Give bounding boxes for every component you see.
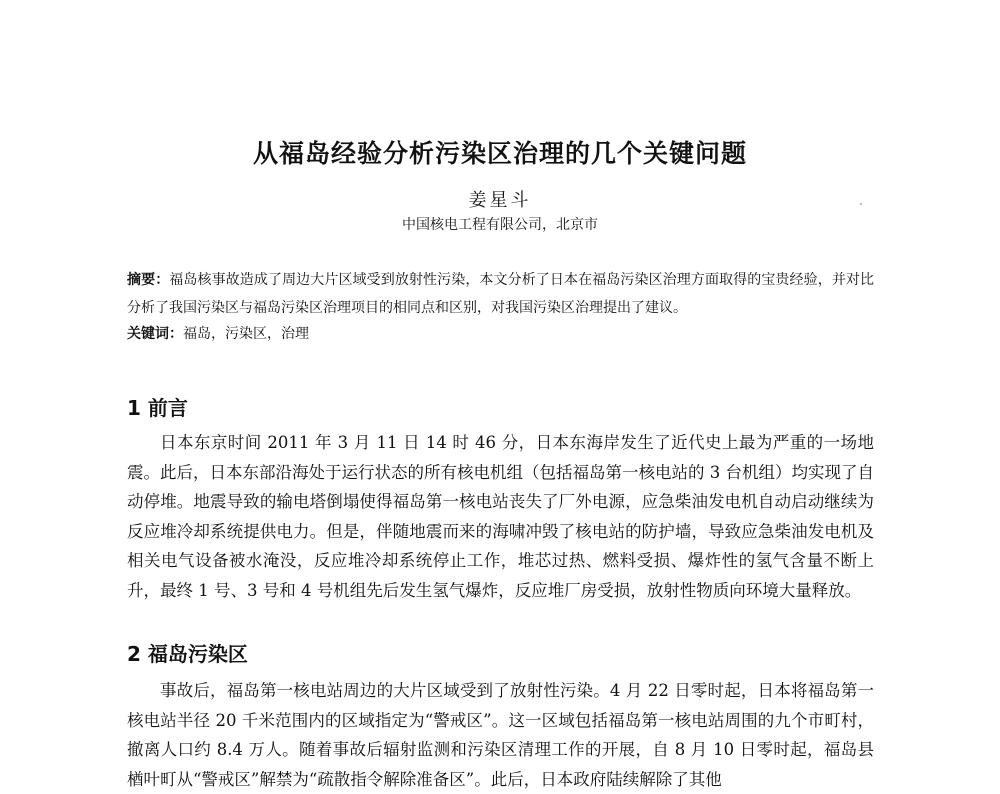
abstract [127,266,874,322]
author-affiliation: 中国核电工程有限公司，北京市 [402,217,598,233]
author-name: 姜星斗 [468,190,532,211]
keywords-text: 福岛，污染区，治理 [183,326,309,342]
section-2-heading: 2 福岛污染区 [127,642,248,666]
scan-speck [860,203,862,205]
abstract-label: 摘要： [127,272,170,288]
section-1-paragraph: 日本东京时间 2011 年 3 月 11 日 14 时 46 分，日本东海岸发生了近代史上最为严重的一场地震。此后，日本东部沿海处于运行状态的所有核电机组（包括福岛第一核电站的 3 台机组）均实现了自动停堆。地震导致的输电塔倒塌使得福岛第一核电站丧失了厂外电源，应急柴油发电机自动启动继续为反应堆冷却系统提供电力。但是，伴随地震而来的海啸冲毁了核电站的防护墙，导致应急柴油发电机及相关电气设备被水淹没，反应堆冷却系统停止工作，堆芯过热、燃料受损、爆炸性的氢气含量不断上升，最终 1 号、3 号和 4 号机组先后发生氢气爆炸，反应堆厂房受损，放射性物质向环境大量释放。 [127,433,874,600]
section-1-heading: 1 前言 [127,396,188,420]
section-2-paragraph: 事故后，福岛第一核电站周边的大片区域受到了放射性污染。4 月 22 日零时起，日本将福岛第一核电站半径 20 千米范围内的区域指定为“警戒区”。这一区域包括福岛第一核电站周围的九个市町村，撤离人口约 8.4 万人。随着事故后辐射监测和污染区清理工作的开展，自 8 月 10 日零时起，福岛县楢叶町从“警戒区”解禁为“疏散指令解除准备区”。此后，日本政府陆续解除了其他 [127,681,874,789]
abstract-text: 福岛核事故造成了周边大片区域受到放射性污染，本文分析了日本在福岛污染区治理方面取得的宝贵经验，并对比分析了我国污染区与福岛污染区治理项目的相同点和区别，对我国污染区治理提出了建议。 [127,272,875,316]
paper-title: 从福岛经验分析污染区治理的几个关键问题 [252,139,747,168]
keywords-label: 关键词： [127,326,183,342]
keywords [127,322,874,346]
